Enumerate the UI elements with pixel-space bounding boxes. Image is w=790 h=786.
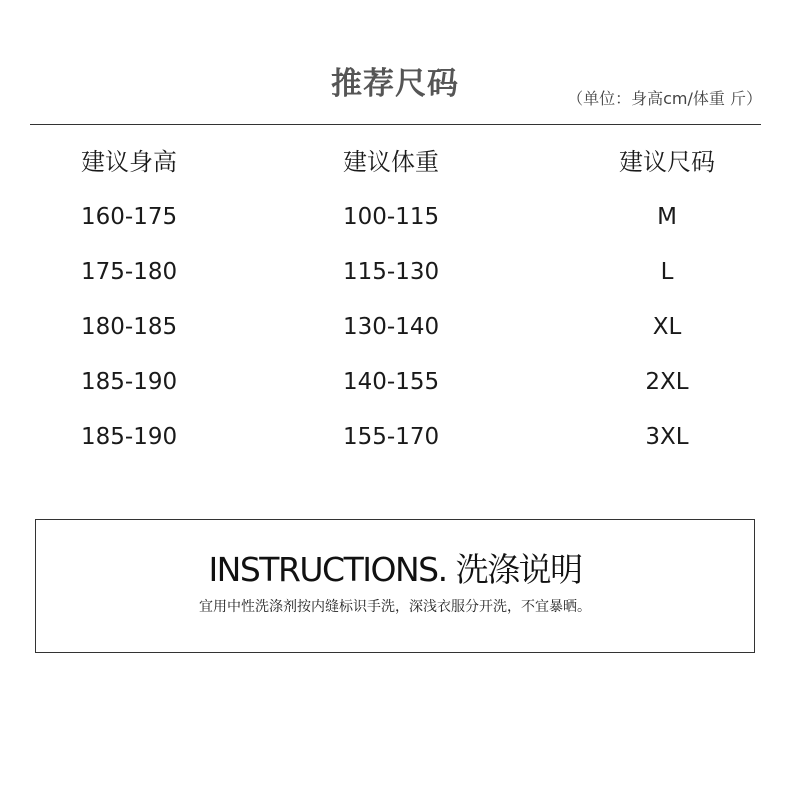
row-height: 160-175: [81, 204, 178, 230]
row-weight: 115-130: [343, 259, 440, 285]
row-weight: 130-140: [343, 314, 440, 340]
instructions-box: [35, 519, 755, 653]
row-weight: 155-170: [343, 424, 440, 450]
row-size: 3XL: [645, 424, 689, 450]
row-weight: 140-155: [343, 369, 440, 395]
row-size: 2XL: [645, 369, 689, 395]
row-size: XL: [652, 314, 682, 340]
row-height: 175-180: [81, 259, 178, 285]
row-weight: 100-115: [343, 204, 440, 230]
row-size: M: [657, 204, 677, 230]
instructions-text: 宜用中性洗涤剂按内缝标识手洗，深浅衣服分开洗，不宜暴晒。: [199, 599, 591, 615]
row-height: 185-190: [81, 369, 178, 395]
unit-note: （单位：身高cm/体重 斤）: [567, 89, 762, 108]
header-size: 建议尺码: [619, 148, 715, 176]
row-height: 185-190: [81, 424, 178, 450]
row-size: L: [660, 259, 674, 285]
header-weight: 建议体重: [343, 148, 439, 176]
instructions-title: INSTRUCTIONS. 洗涤说明: [208, 550, 582, 589]
header-height: 建议身高: [81, 148, 177, 176]
page-title: 推荐尺码: [331, 66, 459, 102]
header-divider: [30, 124, 761, 125]
row-height: 180-185: [81, 314, 178, 340]
